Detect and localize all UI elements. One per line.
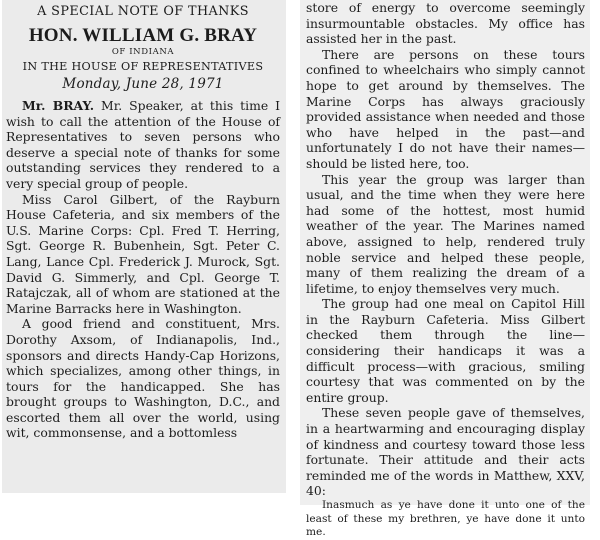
bible-quote: Inasmuch as ye have done it unto one of the least of these my brethren, ye have done it unto me. <box>306 499 585 539</box>
paragraph-5: This year the group was larger than usual, and the time when they were here had some of the hottest, most humid weather of the year. The Marines named above, assigned to help, rendered truly noble service and helped these people, many of them realizing the dream of a lifetime, to enjoy themselves very much. <box>306 171 585 296</box>
column-left <box>2 0 286 493</box>
representative-name: HON. WILLIAM G. BRAY <box>28 25 258 46</box>
paragraph-1-text: Mr. Speaker, at this time I wish to call the attention of the House of Representatives to seven persons who deserve a special note of thanks for some outstanding services they rendered to a very special group of people. <box>6 98 280 191</box>
house-label: IN THE HOUSE OF REPRESENTATIVES <box>22 60 264 73</box>
column-right <box>300 0 590 539</box>
note-title: A SPECIAL NOTE OF THANKS <box>37 4 249 19</box>
speaker-name: Mr. BRAY. <box>22 98 95 113</box>
date-line: Monday, June 28, 1971 <box>62 76 224 92</box>
paragraph-3: A good friend and constituent, Mrs. Dorothy Axsom, of Indianapolis, Ind., sponsors and directs Handy-Cap Horizons, which specializes, among other things, in tours for the handicapped. She has brought groups to Washington, D.C., and escorted them all over the world, using wit, commonsense, and a bottomless <box>6 316 280 441</box>
state-label: OF INDIANA <box>111 47 175 57</box>
paragraph-1 <box>6 98 280 192</box>
paragraph-6: The group had one meal on Capitol Hill in the Rayburn Cafeteria. Miss Gilbert checked them through the line—considering their handicaps it was a difficult process—with gracious, smiling courtesy that was commented on by the entire group. <box>306 296 585 405</box>
paragraph-7: These seven people gave of themselves, in a heartwarming and encouraging display of kindness and courtesy toward those less fortunate. Their attitude and their acts reminded me of the words in Matthew, XXV, 40: <box>306 405 585 499</box>
paragraph-2: Miss Carol Gilbert, of the Rayburn House Cafeteria, and six members of the U.S. Marine Corps: Cpl. Fred T. Herring, Sgt. George R. Bubenhein, Sgt. Peter C. Lang, Lance Cpl. Frederick J. Murock, Sgt. David G. Simmerly, and Cpl. George T. Ratajczak, all of whom are stationed at the Marine Barracks here in Washington. <box>6 191 280 316</box>
paragraph-3-continued: store of energy to overcome seemingly insurmountable obstacles. My office has assisted her in the past. <box>306 0 585 47</box>
paragraph-4: There are persons on these tours confined to wheelchairs who simply cannot hope to get around by themselves. The Marine Corps has always graciously provided assistance when needed and those who have helped in the past—and unfortunately I do not have their names—should be listed here, too. <box>306 46 585 171</box>
